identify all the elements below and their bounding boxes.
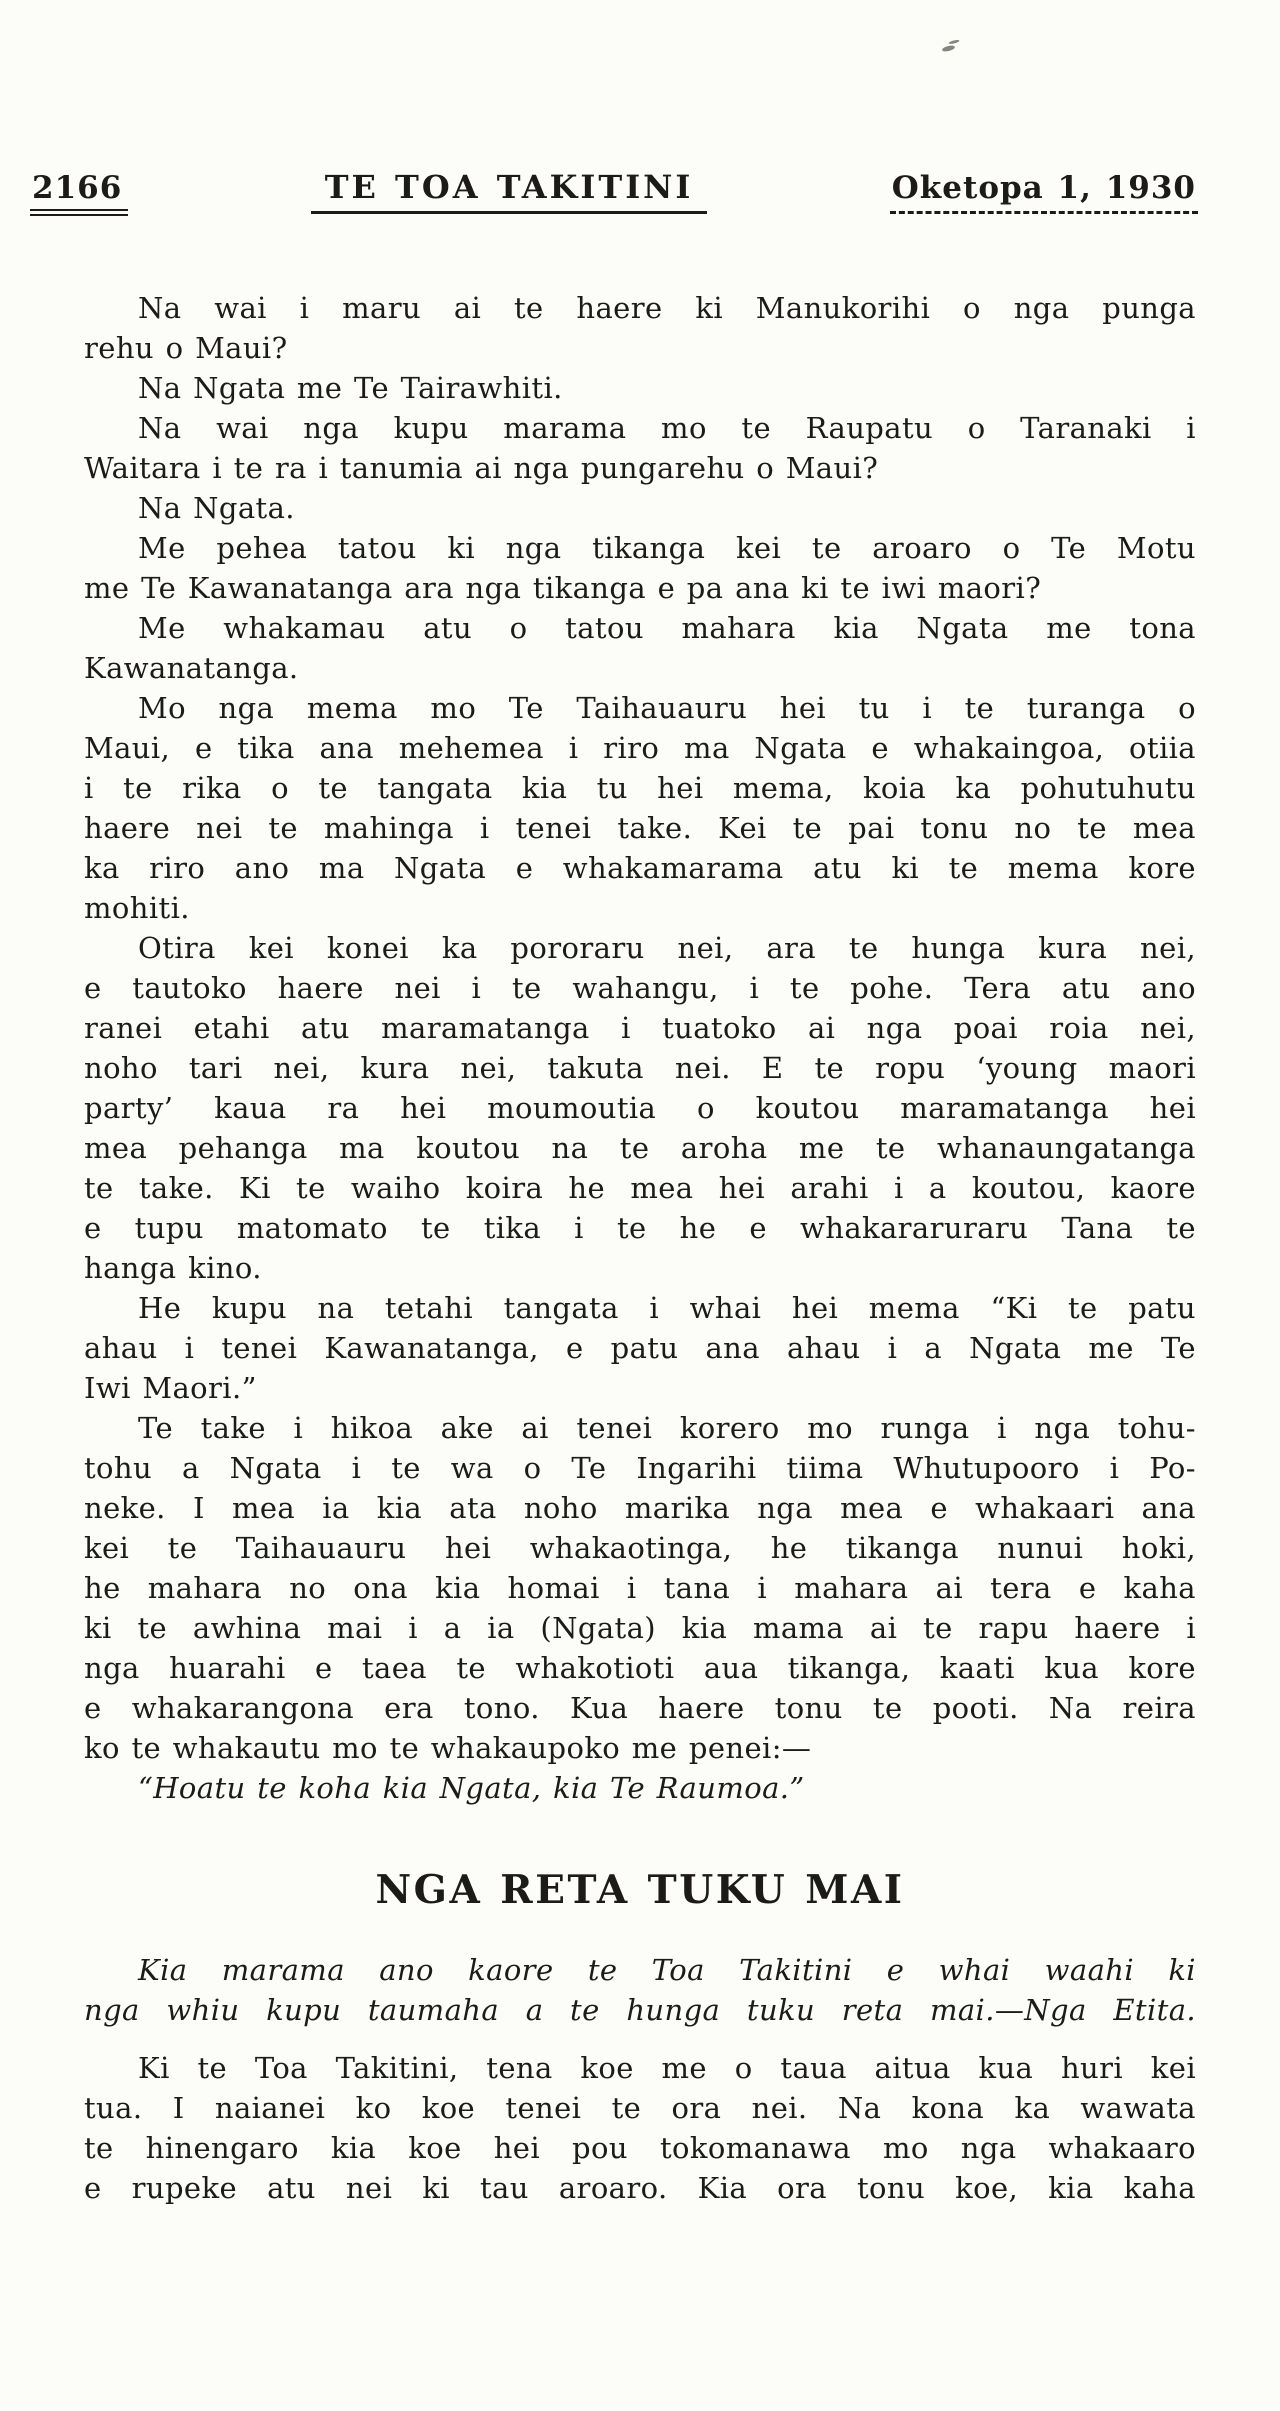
text-line: Me whakamau atu o tatou mahara kia Ngata me tona [138,611,1196,645]
text-line: hanga kino. [84,1251,262,1285]
text-line: e whakarangona era tono. Kua haere tonu te pooti. Na reira [84,1691,1196,1725]
text-line: Kawanatanga. [84,651,299,685]
paragraph [84,528,1196,608]
text-line: me Te Kawanatanga ara nga tikanga e pa ana ki te iwi maori? [84,571,1042,605]
text-line: Maui, e tika ana mehemea i riro ma Ngata e whakaingoa, otiia [84,731,1196,765]
page-number: 2166 [30,170,128,216]
text-line: e tautoko haere nei i te wahangu, i te pohe. Tera atu ano [84,971,1196,1005]
text-line: Na Ngata. [138,491,295,525]
text-line: Na Ngata me Te Tairawhiti. [138,371,563,405]
text-line: ka riro ano ma Ngata e whakamarama atu ki te mema kore [84,851,1196,885]
text-line: te hinengaro kia koe hei pou tokomanawa mo nga whakaaro [84,2131,1196,2165]
text-line: e tupu matomato te tika i te he e whakararuraru Tana te [84,1211,1196,1245]
paragraph [84,408,1196,488]
text-line: Me pehea tatou ki nga tikanga kei te aroaro o Te Motu [138,531,1196,565]
text-line: he mahara no ona kia homai i tana i mahara ai tera e kaha [84,1571,1196,1605]
text-line: rehu o Maui? [84,331,288,365]
paragraph [84,1408,1196,1768]
text-line: ahau i tenei Kawanatanga, e patu ana ahau i a Ngata me Te [84,1331,1196,1365]
paragraph [84,1288,1196,1408]
text-line: nga huarahi e taea te whakotioti aua tikanga, kaati kua kore [84,1651,1196,1685]
paragraph [84,1950,1196,2030]
text-line: party’ kaua ra hei moumoutia o koutou maramatanga hei [84,1091,1196,1125]
text-line: Mo nga mema mo Te Taihauauru hei tu i te turanga o [138,691,1196,725]
letters-body [84,1950,1196,2208]
paragraph [84,2048,1196,2208]
text-line: neke. I mea ia kia ata noho marika nga mea e whakaari ana [84,1491,1196,1525]
text-line: He kupu na tetahi tangata i whai hei mema “Ki te patu [138,1291,1196,1325]
text-line: ko te whakautu mo te whakaupoko me penei:— [84,1731,812,1765]
text-line: Na wai i maru ai te haere ki Manukorihi o nga punga [138,291,1196,325]
text-line: Iwi Maori.” [84,1371,257,1405]
section-heading: NGA RETA TUKU MAI [375,1867,905,1913]
ink-speck [942,45,956,53]
text-line: Ki te Toa Takitini, tena koe me o taua aitua kua huri kei [138,2051,1196,2085]
text-line: mohiti. [84,891,190,925]
text-line: mea pehanga ma koutou na te aroha me te whanaungatanga [84,1131,1196,1165]
paragraph [84,608,1196,688]
text-line: e rupeke atu nei ki tau aroaro. Kia ora tonu koe, kia kaha [84,2171,1196,2205]
journal-title: TE TOA TAKITINI [311,168,708,214]
page-header [30,168,1198,216]
paragraph [84,368,1196,408]
text-line: noho tari nei, kura nei, takuta nei. E te ropu ‘young maori [84,1051,1196,1085]
issue-date: Oketopa 1, 1930 [890,170,1198,214]
text-line: haere nei te mahinga i tenei take. Kei te pai tonu no te mea [84,811,1196,845]
paragraph [84,1768,1196,1808]
text-line: kei te Taihauauru hei whakaotinga, he tikanga nunui hoki, [84,1531,1196,1565]
paragraph [84,288,1196,368]
text-line: “Hoatu te koha kia Ngata, kia Te Raumoa.” [138,1771,805,1805]
text-line: Waitara i te ra i tanumia ai nga pungarehu o Maui? [84,451,879,485]
text-line: Otira kei konei ka pororaru nei, ara te hunga kura nei, [138,931,1196,965]
article-body [84,288,1196,1808]
text-line: nga whiu kupu taumaha a te hunga tuku reta mai.—Nga Etita. [84,1993,1196,2027]
text-line: Te take i hikoa ake ai tenei korero mo runga i nga tohu- [138,1411,1196,1445]
text-line: te take. Ki te waiho koira he mea hei arahi i a koutou, kaore [84,1171,1196,1205]
text-line: i te rika o te tangata kia tu hei mema, koia ka pohutuhutu [84,771,1196,805]
text-line: ki te awhina mai i a ia (Ngata) kia mama ai te rapu haere i [84,1611,1196,1645]
text-line: Na wai nga kupu marama mo te Raupatu o Taranaki i [138,411,1196,445]
paragraph [84,688,1196,928]
letters-section [84,1866,1196,2208]
text-line: ranei etahi atu maramatanga i tuatoko ai nga poai roia nei, [84,1011,1196,1045]
text-line: tohu a Ngata i te wa o Te Ingarihi tiima Whutupooro i Po- [84,1451,1196,1485]
paragraph [84,928,1196,1288]
text-line: tua. I naianei ko koe tenei te ora nei. Na kona ka wawata [84,2091,1196,2125]
paragraph [84,488,1196,528]
text-line: Kia marama ano kaore te Toa Takitini e whai waahi ki [138,1953,1196,1987]
